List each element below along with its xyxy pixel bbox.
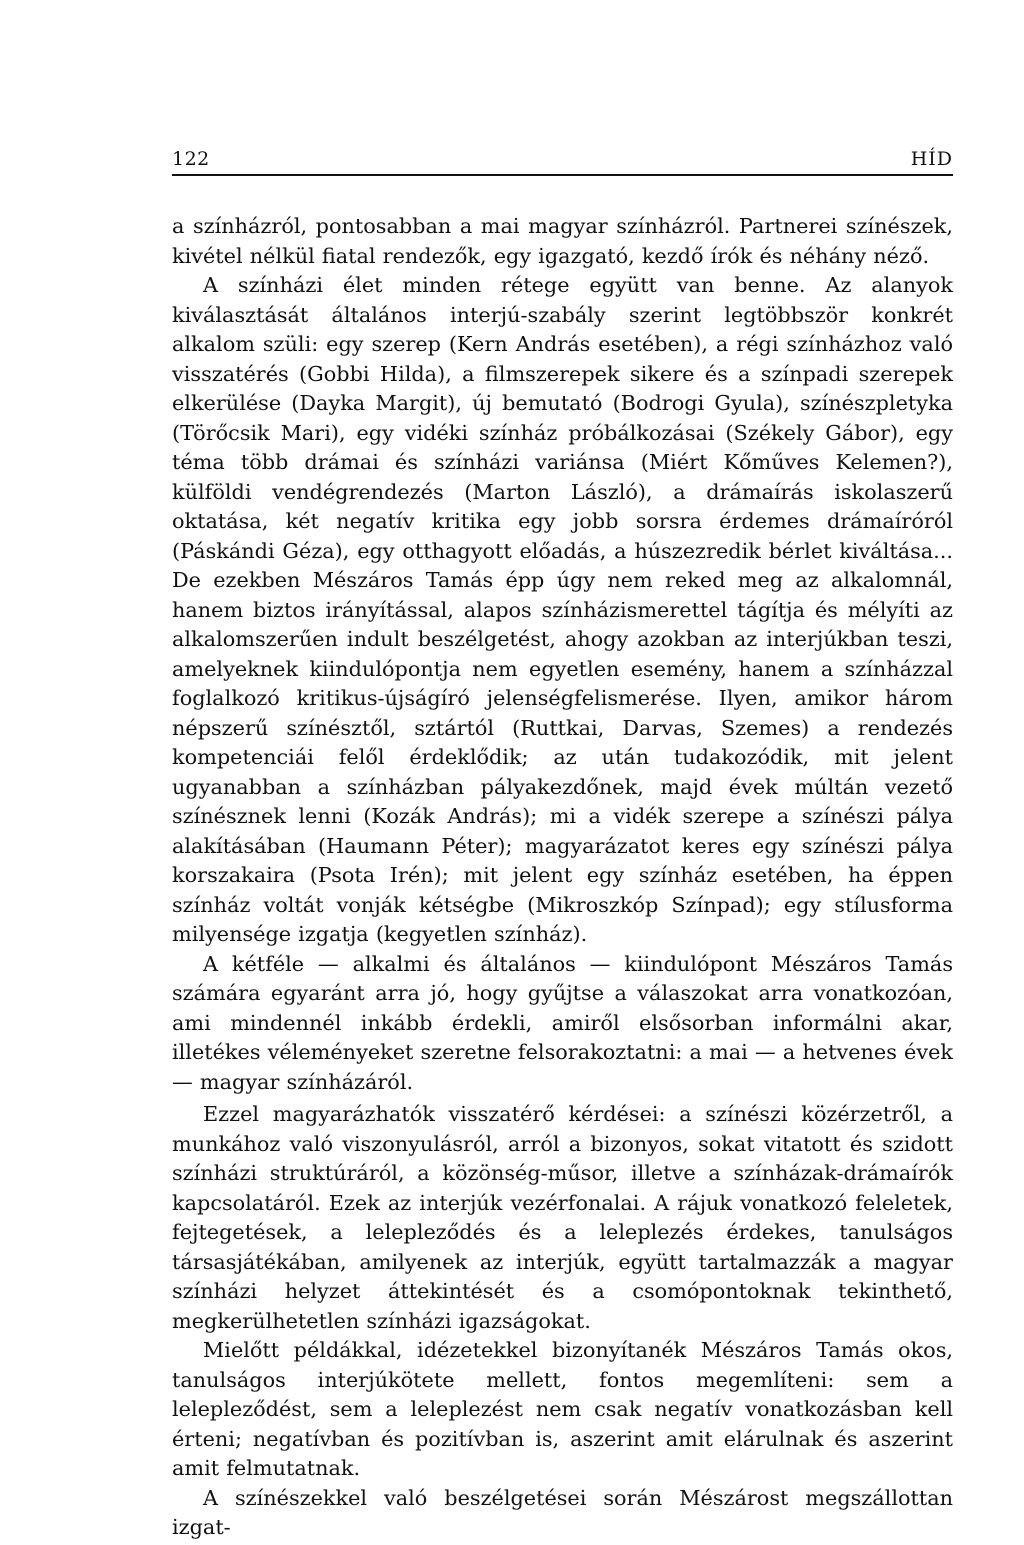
paragraph: a színházról, pontosabban a mai magyar színházról. Partnerei színészek, kivétel nélkül fiatal rendezők, egy igazgató, kezdő írók és néhány néző. <box>172 214 953 268</box>
paragraph: A kétféle — alkalmi és általános — kiindulópont Mészáros Tamás számára egyaránt arra jó, hogy gyűjtse a válaszokat arra vonatkozóan, ami mindennél inkább érdekli, amiről elsősorban informálni akar, illetékes véleményeket szeretne felsorakoztatni: a mai — a hetvenes évek — magyar színházáról. <box>172 951 953 1094</box>
paragraph: A színházi élet minden rétege együtt van benne. Az alanyok kiválasztását általános interjú-szabály szerint legtöbbször konkrét alkalom szüli: egy szerep (Kern András esetében), a régi színházhoz való visszatérés (Gobbi Hilda), a filmszerepek sikere és a színpadi szerepek elkerülése (Dayka Margit), új bemutató (Bodrogi Gyula), színészpletyka (Törőcsik Mari), egy vidéki színház próbálkozásai (Székely Gábor), egy téma több drámai és színházi variánsa (Miért Kőműves Kelemen?), külföldi vendégrendezés (Marton László), a drámaírás iskolaszerű oktatása, két negatív kritika egy jobb sorsra érdemes drámaíróról (Páskándi Géza), egy otthagyott előadás, a húszezredik bérlet kiváltása... De ezekben Mészáros Tamás épp úgy nem reked meg az alkalomnál, hanem biztos irányítással, alapos színházismerettel tágítja és mélyíti az alkalomszerűen indult beszélgetést, ahogy azokban az interjúkban teszi, amelyeknek kiindulópontja nem egyetlen esemény, hanem a színházzal foglalkozó kritikus-újságíró jelenségfelismerése. Ilyen, amikor három népszerű színésztől, sztártól (Ruttkai, Darvas, Szemes) a rendezés kompetenciái felől érdeklődik; az után tudakozódik, mit jelent ugyanabban a színházban pályakezdőnek, majd évek múltán vezető színésznek lenni (Kozák András); mi a vidék szerepe a színészi pálya alakításában (Haumann Péter); magyarázatot keres egy színészi pálya korszakaira (Psota Irén); mit jelent egy színház esetében, ha éppen színház voltát vonják kétségbe (Mikroszkóp Színpad); egy stílusforma milyensége izgatja (kegyetlen színház). <box>172 273 953 946</box>
paragraph: A színészekkel való beszélgetései során Mészárost megszállottan izgat- <box>172 1485 953 1539</box>
page <box>172 140 953 1543</box>
article-body <box>172 212 953 1543</box>
page-number: 122 <box>172 148 210 170</box>
paragraph: Mielőtt példákkal, idézetekkel bizonyítanék Mészáros Tamás okos, tanulságos interjúkötete mellett, fontos megemlíteni: sem a lelepleződést, sem a leleplezést nem csak negatív vonatkozásban kell érteni; negatívban és pozitívban is, aszerint amit elárulnak és aszerint amit felmutatnak. <box>172 1338 953 1480</box>
paragraph: Ezzel magyarázhatók visszatérő kérdései: a színészi közérzetről, a munkához való viszonyulásról, arról a bizonyos, sokat vitatott és szidott színházi struktúráról, a közönség-műsor, illetve a színházak-drámaírók kapcsolatáról. Ezek az interjúk vezérfonalai. A rájuk vonatkozó feleletek, fejtegetések, a lelepleződés és a leleplezés érdekes, tanulságos társasjátékában, amilyenek az interjúk, együtt tartalmazzák a magyar színházi helyzet áttekintését és a csomópontoknak tekinthető, megkerülhetetlen színházi igazságokat. <box>172 1102 953 1333</box>
journal-title: HÍD <box>910 148 953 170</box>
running-header <box>172 140 953 176</box>
